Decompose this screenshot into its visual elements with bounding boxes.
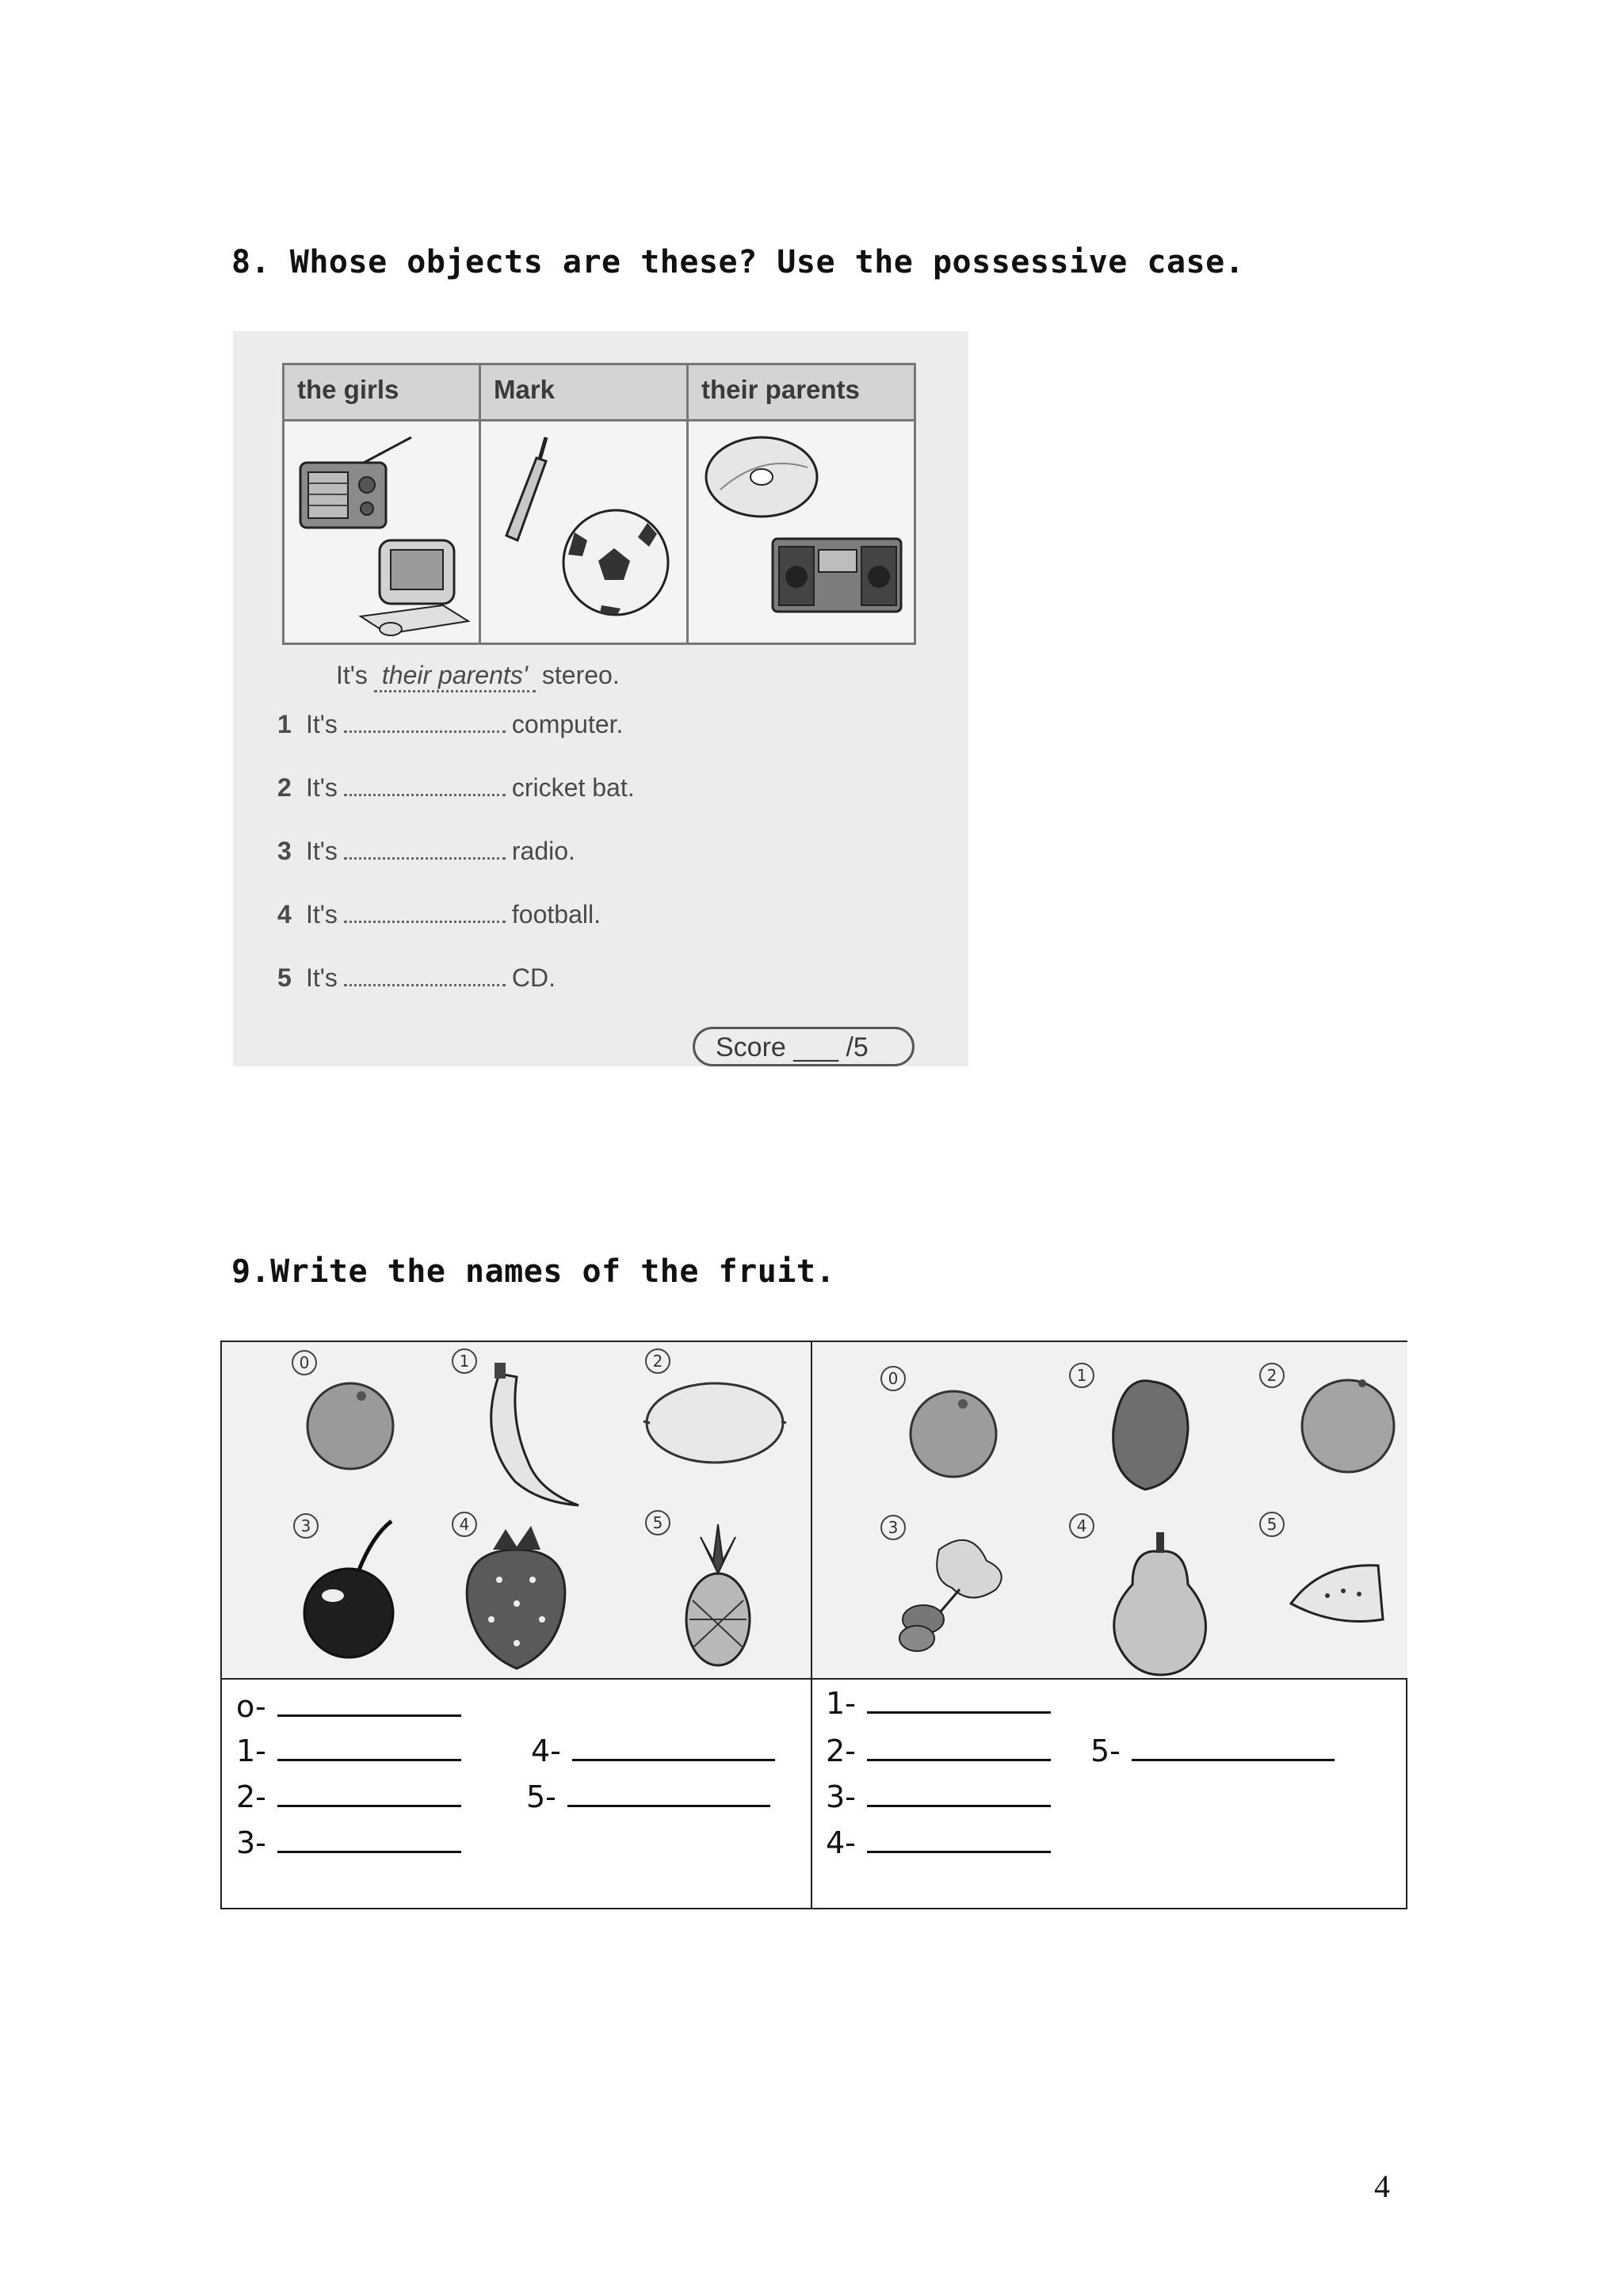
fruit-illustrations-left [222,1342,808,1678]
number-2-right: 2 [1259,1363,1285,1388]
number-5-left: 5 [645,1510,670,1535]
answer-blank[interactable] [867,1735,1051,1761]
banana-icon [491,1363,579,1505]
column-header-mark: Mark [481,365,689,419]
blank-5[interactable] [344,967,506,986]
answer-blank[interactable] [567,1781,770,1807]
column-divider [811,1342,812,1908]
blank-3[interactable] [344,840,506,860]
number-3-right: 3 [880,1515,906,1540]
answer-right-3: 3- [826,1779,1051,1814]
fruit-table [220,1341,1407,1909]
answer-blank[interactable] [277,1827,461,1853]
sentence-1: 1 It's computer. [277,710,624,738]
stereo-icon [773,539,901,612]
lemon-icon [643,1383,786,1463]
answer-left-5: 5- [526,1779,770,1814]
answer-right-4: 4- [826,1825,1051,1860]
football-icon [563,510,668,615]
answer-right-2: 2- [826,1733,1051,1768]
answer-blank[interactable] [1132,1735,1335,1761]
cd-stereo-illustration [689,421,914,643]
number-4-left: 4 [452,1512,477,1537]
cd-icon [706,437,817,517]
answer-blank[interactable] [277,1781,461,1807]
fruit-panel-right [812,1342,1407,1678]
answer-blank[interactable] [867,1781,1051,1807]
blank-4[interactable] [344,903,506,923]
answer-blank[interactable] [867,1827,1051,1853]
number-1-right: 1 [1069,1363,1094,1388]
melon-slice-icon [1291,1566,1383,1622]
example-sentence: It's their parents' stereo. [307,661,620,692]
column-header-parents: their parents [689,365,914,419]
exercise-8-panel [233,331,968,1066]
sentence-2: 2 It's cricket bat. [277,773,635,802]
answer-left-4: 4- [531,1733,775,1768]
answer-left-0: o- [236,1689,461,1724]
score-box: Score ___ /5 [693,1027,915,1066]
answer-left-1: 1- [236,1733,461,1768]
number-4-right: 4 [1069,1513,1094,1539]
pear-icon [1114,1532,1206,1675]
example-answer: their parents' [374,661,536,692]
number-0-left: 0 [292,1350,317,1375]
grapes-icon [899,1540,1002,1651]
fruit-illustrations-right [812,1342,1405,1678]
cricket-bat-icon [506,437,546,540]
sentence-4: 4 It's football. [277,900,601,929]
column-header-girls: the girls [285,365,481,419]
exercise-9-heading: 9.Write the names of the fruit. [231,1253,836,1290]
pineapple-icon [686,1524,750,1665]
cherry-icon [304,1521,393,1657]
answer-right-5: 5- [1090,1733,1335,1768]
exercise-8-heading: 8. Whose objects are these? Use the possessive case. [231,244,1245,280]
orange-icon [307,1383,393,1469]
blank-1[interactable] [344,713,506,733]
strawberry-icon [467,1526,565,1669]
answer-blank[interactable] [867,1688,1051,1714]
cell-girls-objects [285,419,481,643]
row-divider [222,1678,1406,1680]
number-3-left: 3 [293,1513,319,1539]
answer-right-1: 1- [826,1686,1051,1721]
answer-left-2: 2- [236,1779,461,1814]
orange-icon [911,1391,996,1477]
answer-blank[interactable] [277,1735,461,1761]
number-2-left: 2 [645,1348,670,1374]
bat-football-illustration [481,421,686,643]
mango-icon [1113,1381,1188,1489]
cell-mark-objects [481,419,689,643]
radio-icon [300,437,411,528]
answer-left-3: 3- [236,1825,461,1860]
blank-2[interactable] [344,776,506,796]
computer-icon [361,540,468,635]
owners-table [282,363,916,645]
cell-parents-objects [689,419,914,643]
number-5-right: 5 [1259,1512,1285,1537]
sentence-3: 3 It's radio. [277,837,575,865]
number-0-right: 0 [880,1366,906,1391]
answer-blank[interactable] [572,1735,775,1761]
page-number: 4 [1374,2168,1390,2204]
lime-icon [1302,1379,1394,1472]
fruit-panel-left [222,1342,811,1678]
answer-blank[interactable] [277,1691,461,1717]
sentence-5: 5 It's CD. [277,963,556,992]
number-1-left: 1 [452,1348,477,1374]
radio-computer-illustration [285,421,479,643]
